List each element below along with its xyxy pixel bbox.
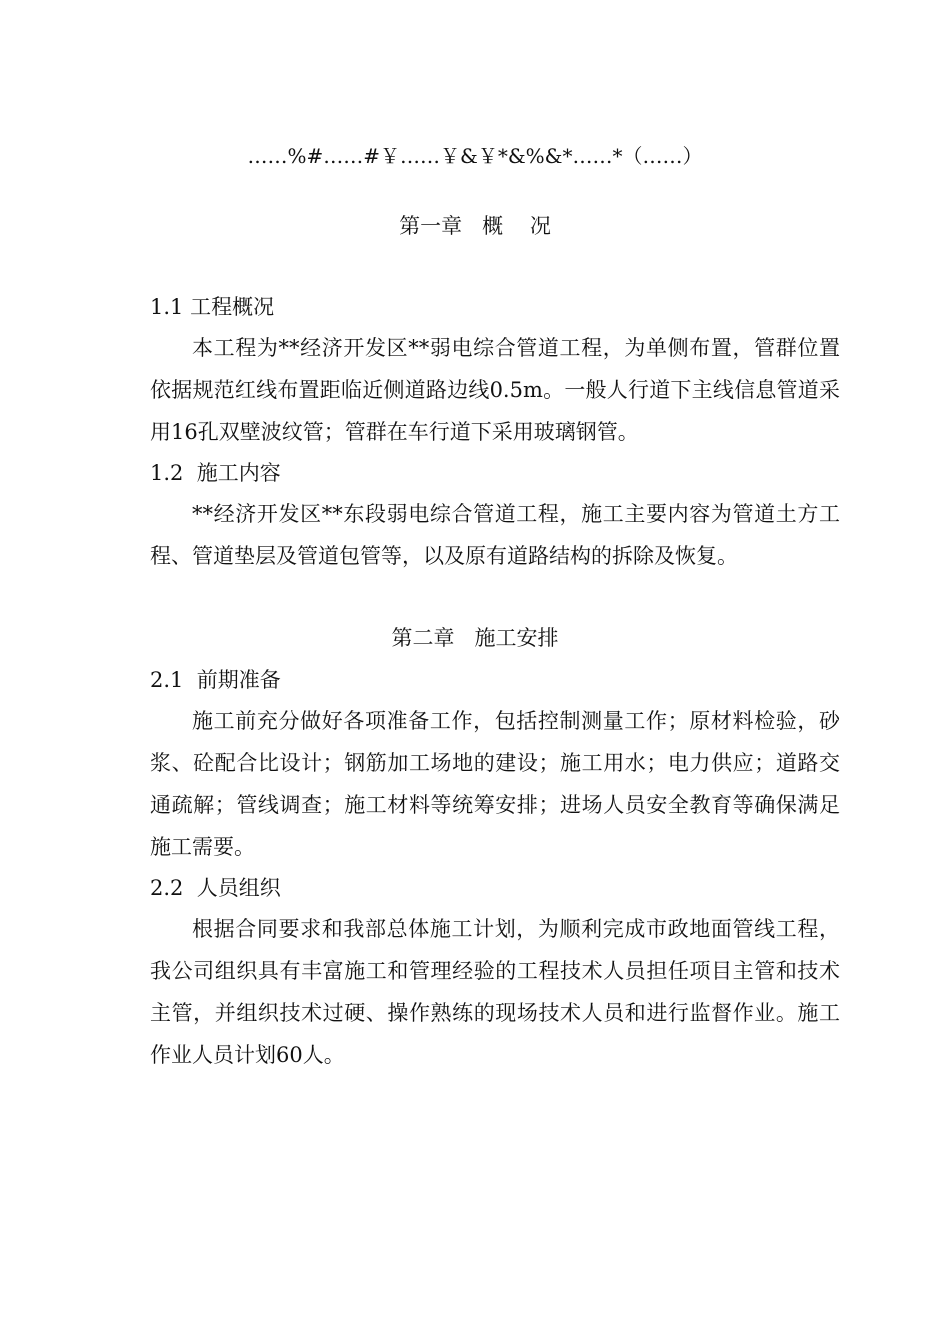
section-2-1-paragraph: 施工前充分做好各项准备工作，包括控制测量工作；原材料检验，砂浆、砼配合比设计；钢筋加工场地的建设；施工用水；电力供应；道路交通疏解；管线调查；施工材料等统筹安排；进场人员安全教育等确保满足施工需要。 [150, 709, 840, 859]
chapter-2-body [150, 660, 840, 1076]
document-title: ……%#……#￥……￥&￥*&%&*……*（……） [247, 144, 703, 168]
section-1-2-paragraph: **经济开发区**东段弱电综合管道工程，施工主要内容为管道土方工程、管道垫层及管道包管等，以及原有道路结构的拆除及恢复。 [150, 502, 840, 568]
section-1-1-paragraph: 本工程为**经济开发区**弱电综合管道工程，为单侧布置，管群位置依据规范红线布置距临近侧道路边线0.5m。一般人行道下主线信息管道采用16孔双壁波纹管；管群在车行道下采用玻璃钢管。 [150, 336, 840, 444]
chapter-2-heading: 第二章 施工安排 [391, 626, 559, 650]
chapter-1-body [150, 287, 840, 577]
section-2-1-heading: 2.1 前期准备 [150, 668, 281, 692]
section-2-2-heading: 2.2 人员组织 [150, 876, 281, 900]
section-1-1-heading: 1.1 工程概况 [150, 295, 275, 319]
chapter-1-heading: 第一章 概 况 [399, 214, 551, 238]
section-1-2-heading: 1.2 施工内容 [150, 461, 281, 485]
section-2-2-paragraph: 根据合同要求和我部总体施工计划，为顺利完成市政地面管线工程，我公司组织具有丰富施工和管理经验的工程技术人员担任项目主管和技术主管，并组织技术过硬、操作熟练的现场技术人员和进行监督作业。施工作业人员计划60人。 [150, 917, 840, 1067]
